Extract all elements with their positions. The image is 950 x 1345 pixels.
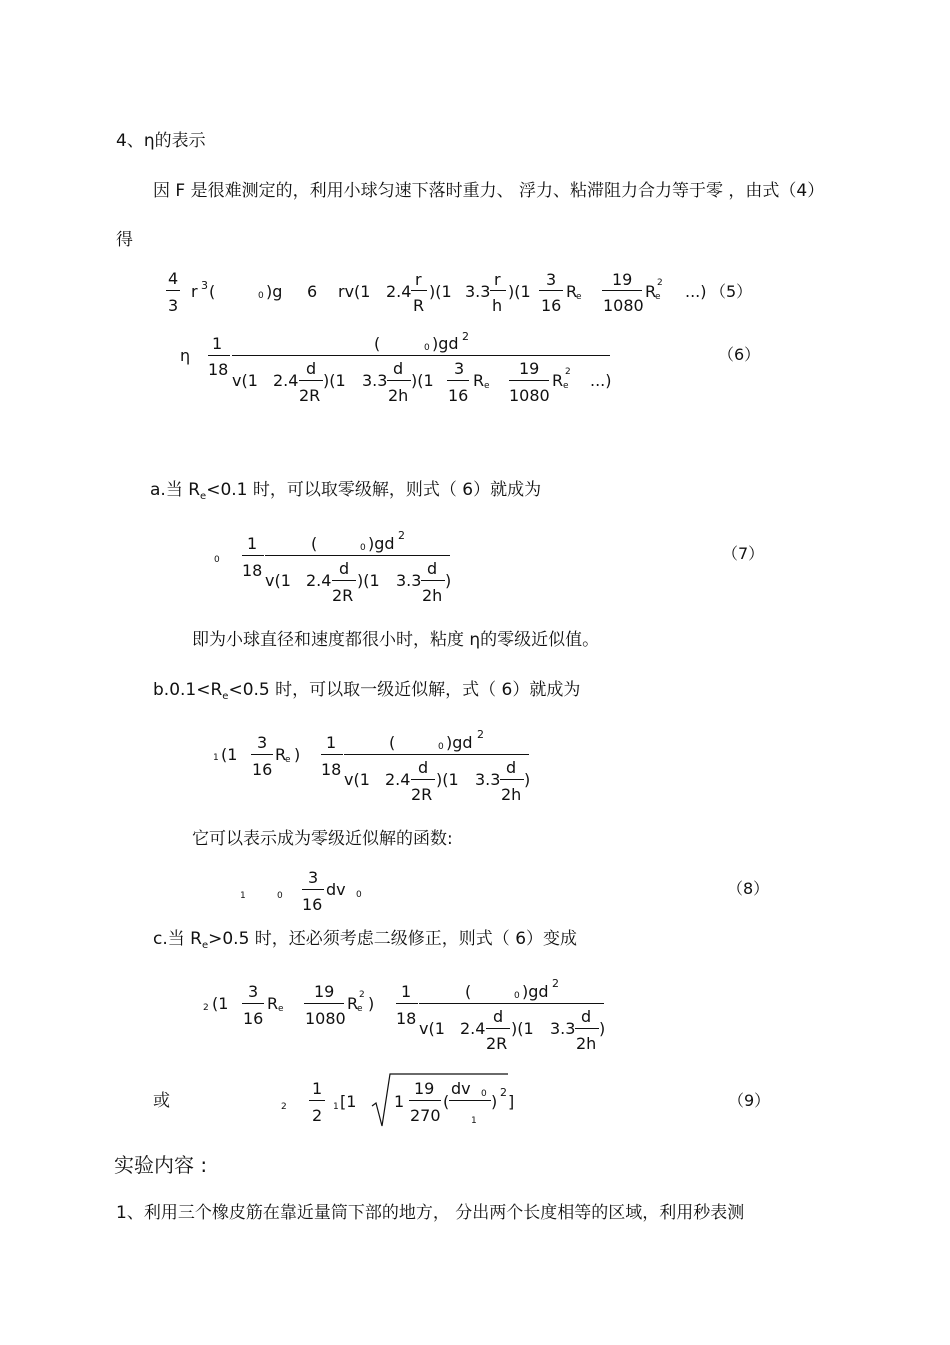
fraction-bar	[302, 889, 324, 890]
note-a: 即为小球直径和速度都很小时，粘度 η的零级近似值。	[192, 630, 600, 650]
eq9-sub: 0	[481, 1089, 487, 1099]
fraction-bar	[575, 1028, 599, 1029]
eq7-exp: 2	[398, 529, 405, 542]
eq9-term: [1	[340, 1092, 357, 1111]
eqb-term: (1	[221, 745, 238, 764]
eq6-sub: 0	[424, 343, 430, 353]
eqc-term: (1	[212, 994, 229, 1013]
eq5-sub: e	[655, 292, 661, 302]
case-b	[153, 682, 580, 702]
eq6-den: 1080	[509, 386, 550, 405]
eq5-frac-num: r	[415, 270, 422, 289]
eq5-frac-num: r	[494, 270, 501, 289]
eq5-term: )(1	[429, 282, 452, 301]
eq7-frac-num: 1	[247, 534, 258, 553]
eq5-term: 3.3	[465, 282, 491, 301]
eq6-num: )gd	[432, 334, 459, 353]
eq5-term: R	[645, 282, 657, 301]
eqc-frac-num: 3	[248, 982, 259, 1001]
eq5-frac-den: 3	[168, 296, 179, 315]
eq9-sub: 1	[333, 1102, 339, 1112]
fraction-bar-main	[419, 1003, 604, 1004]
eqb-den: )	[524, 770, 531, 789]
eq6-den: 2R	[299, 386, 321, 405]
case-c-text: >0.5 时，还必须考虑二级修正，则式（ 6）变成	[208, 929, 578, 949]
fraction-bar	[500, 779, 524, 780]
eqc-den: 2R	[486, 1034, 508, 1053]
fraction-bar	[208, 355, 230, 356]
case-c-text: c.当 R	[153, 929, 202, 949]
eq6-den: 3	[454, 359, 465, 378]
eqb-term: )	[294, 745, 301, 764]
eq6-den: ...)	[590, 371, 612, 390]
eq7-sub: 0	[360, 543, 366, 553]
eqc-den: )(1	[511, 1019, 534, 1038]
eq9-term: (	[443, 1092, 450, 1111]
fraction-bar	[421, 580, 445, 581]
eqb-den: 3.3	[475, 770, 501, 789]
eq7-den: 2R	[332, 586, 354, 605]
fraction-bar	[486, 1028, 510, 1029]
eqb-sub: e	[285, 755, 291, 765]
eqb-num: (	[389, 733, 396, 752]
eqc-frac-den: 18	[396, 1009, 417, 1028]
section-title: 4、η的表示	[116, 131, 206, 151]
eq9-frac-num: 19	[414, 1079, 435, 1098]
fraction-bar	[321, 754, 343, 755]
note-b: 它可以表示成为零级近似解的函数:	[192, 829, 453, 849]
case-a	[150, 482, 541, 502]
eq7-den: d	[339, 559, 350, 578]
fraction-bar	[411, 290, 427, 291]
equation-label: （8）	[727, 879, 770, 898]
fraction-bar	[449, 1100, 491, 1101]
eq5-term: )g	[266, 282, 283, 301]
eq8-sub: 1	[240, 891, 246, 901]
eqb-den: v(1	[344, 770, 370, 789]
eq5-term: R	[566, 282, 578, 301]
fraction-bar	[409, 1100, 441, 1101]
eqc-term: R	[267, 994, 279, 1013]
eq6-den: R	[552, 371, 564, 390]
case-a-sub: e	[200, 491, 207, 502]
eq7-den: 3.3	[396, 571, 422, 590]
eq9-frac-den: 270	[410, 1106, 441, 1125]
fraction-bar	[299, 380, 323, 381]
eq6-frac-den: 18	[208, 360, 229, 379]
eq9-frac-den: 2	[312, 1106, 323, 1125]
eq5-frac-den: 1080	[603, 296, 644, 315]
eqb-term: R	[275, 745, 287, 764]
fraction-bar	[166, 290, 180, 291]
eqb-frac-den: 18	[321, 760, 342, 779]
fraction-bar	[332, 580, 356, 581]
case-a-text: <0.1 时，可以取零级解，则式（ 6）就成为	[206, 480, 542, 500]
eq5-frac-num: 3	[546, 270, 557, 289]
eq8-frac-den: 16	[302, 895, 323, 914]
eq6-exp: 2	[462, 330, 469, 343]
eqc-exp: 2	[552, 977, 559, 990]
eqb-sub: 0	[438, 742, 444, 752]
case-c	[153, 931, 577, 951]
case-c-sub: e	[201, 940, 209, 951]
fraction-bar	[539, 290, 563, 291]
eq5-frac-den: R	[413, 296, 425, 315]
fraction-bar	[602, 290, 642, 291]
step-1: 1、利用三个橡皮筋在靠近量筒下部的地方， 分出两个长度相等的区域，利用秒表测	[116, 1203, 745, 1223]
eq7-num: (	[311, 534, 318, 553]
eq5-term: 2.4	[386, 282, 412, 301]
equation-label: （6）	[718, 345, 761, 364]
eq7-den: v(1	[265, 571, 291, 590]
eq6-den: 16	[448, 386, 469, 405]
eqb-frac-den: 16	[252, 760, 273, 779]
eqc-term: R	[347, 994, 359, 1013]
case-b-text: <0.5 时，可以取一级近似解，式（ 6）就成为	[228, 680, 581, 700]
eq6-den: v(1	[232, 371, 258, 390]
eqc-den: d	[493, 1007, 504, 1026]
eq5-exp: 2	[657, 278, 663, 288]
eq6-den: )(1	[411, 371, 434, 390]
eqc-den: 2.4	[460, 1019, 486, 1038]
case-b-text: b.0.1<R	[153, 680, 223, 700]
fraction-bar	[447, 380, 469, 381]
eqc-den: )	[599, 1019, 606, 1038]
eq9-or: 或	[153, 1091, 170, 1111]
equation-label: （7）	[722, 544, 765, 563]
eqc-sub: e	[357, 1004, 363, 1014]
eq6-den: 2.4	[273, 371, 299, 390]
eq6-eta: η	[180, 346, 191, 365]
eq6-den: R	[473, 371, 485, 390]
eq6-den: 2h	[388, 386, 409, 405]
eqb-den: 2h	[501, 785, 522, 804]
fraction-bar	[490, 290, 506, 291]
eq9-term: ]	[508, 1092, 515, 1111]
eq5-term: rv(1	[338, 282, 371, 301]
eqb-den: 2R	[411, 785, 433, 804]
eqc-den: 3.3	[550, 1019, 576, 1038]
fraction-bar	[309, 1100, 325, 1101]
fraction-bar-main	[344, 754, 529, 755]
eq7-den: )(1	[357, 571, 380, 590]
eq6-den: 3.3	[362, 371, 388, 390]
eq7-frac-den: 18	[242, 561, 263, 580]
eq9-exp: 2	[500, 1086, 507, 1099]
fraction-bar	[396, 1003, 418, 1004]
eq6-sub: e	[484, 381, 490, 391]
eqc-term: )	[368, 994, 375, 1013]
eq8-term: dv	[326, 880, 346, 899]
eqc-den: 2h	[576, 1034, 597, 1053]
eq5-frac-num: 4	[168, 269, 179, 288]
eq5-term: ...)	[685, 282, 707, 301]
eq5-frac-num: 19	[612, 270, 633, 289]
eq9-sub: 1	[471, 1116, 477, 1126]
eqc-den: v(1	[419, 1019, 445, 1038]
eqc-frac-den: 16	[243, 1009, 264, 1028]
eq5-term: )(1	[508, 282, 531, 301]
eqc-sub: 0	[514, 991, 520, 1001]
eqc-exp: 2	[359, 990, 365, 1000]
eq6-num: (	[374, 334, 381, 353]
eqb-frac-num: 3	[257, 733, 268, 752]
eqc-den: d	[581, 1007, 592, 1026]
equation-label: （9）	[728, 1091, 771, 1110]
eq7-den: d	[427, 559, 438, 578]
eq9-frac-num: 1	[312, 1079, 323, 1098]
eq7-den: 2.4	[306, 571, 332, 590]
fraction-bar	[304, 1003, 344, 1004]
eq8-sub: 0	[277, 891, 283, 901]
eqc-sub: e	[278, 1004, 284, 1014]
eqb-exp: 2	[477, 728, 484, 741]
fraction-bar	[251, 754, 273, 755]
fraction-bar	[242, 555, 264, 556]
eq5-sub: e	[576, 292, 582, 302]
fraction-bar-main	[265, 555, 450, 556]
equation-label: （5）	[710, 282, 753, 301]
eq8-sub: 0	[356, 890, 362, 900]
eq9-sub: 2	[281, 1102, 287, 1112]
eq7-sub: 0	[214, 555, 220, 565]
eq7-den: )	[445, 571, 452, 590]
eqc-frac-num: 1	[401, 982, 412, 1001]
eq6-den: 19	[519, 359, 540, 378]
eq6-sub: e	[563, 381, 569, 391]
eqb-den: )(1	[436, 770, 459, 789]
eq5-sub: 0	[258, 291, 264, 301]
eqb-den: d	[418, 758, 429, 777]
eq5-frac-den: h	[492, 296, 503, 315]
eq9-term: )	[491, 1092, 498, 1111]
case-b-sub: e	[222, 691, 229, 702]
fraction-bar	[411, 779, 435, 780]
eqb-sub: 1	[213, 753, 219, 763]
eqc-num: )gd	[522, 982, 549, 1001]
eq6-den: d	[393, 359, 404, 378]
eq5-frac-den: 16	[541, 296, 562, 315]
eq5-term: (	[209, 282, 216, 301]
fraction-bar	[242, 1003, 264, 1004]
eq9-term: 1	[394, 1092, 405, 1111]
eq5-term: 6	[307, 282, 318, 301]
eq6-den: )(1	[323, 371, 346, 390]
eqc-num: (	[465, 982, 472, 1001]
section-heading: 实验内容 :	[114, 1153, 208, 1177]
eq5-exp: 3	[201, 279, 208, 292]
eq7-num: )gd	[368, 534, 395, 553]
fraction-bar	[387, 380, 411, 381]
eq6-den: d	[306, 359, 317, 378]
eqb-frac-num: 1	[326, 733, 337, 752]
fraction-bar-main	[232, 355, 610, 356]
eqb-num: )gd	[446, 733, 473, 752]
eq6-frac-num: 1	[212, 334, 223, 353]
case-a-text: a.当 R	[150, 480, 201, 500]
eqc-sub: 2	[203, 1003, 209, 1013]
eqc-frac-den: 1080	[305, 1009, 346, 1028]
fraction-bar	[509, 380, 549, 381]
eq9-frac-num: dv	[451, 1079, 471, 1098]
eq5-term: r	[191, 282, 198, 301]
eqb-den: 2.4	[385, 770, 411, 789]
eqb-den: d	[506, 758, 517, 777]
eq7-den: 2h	[422, 586, 443, 605]
eq6-exp: 2	[565, 367, 571, 377]
eqc-frac-num: 19	[314, 982, 335, 1001]
paragraph-line: 因 F 是很难测定的，利用小球匀速下落时重力、 浮力、粘滞阻力合力等于零 ，由式（4）	[153, 181, 825, 201]
paragraph-line: 得	[116, 230, 133, 250]
eq8-frac-num: 3	[308, 868, 319, 887]
